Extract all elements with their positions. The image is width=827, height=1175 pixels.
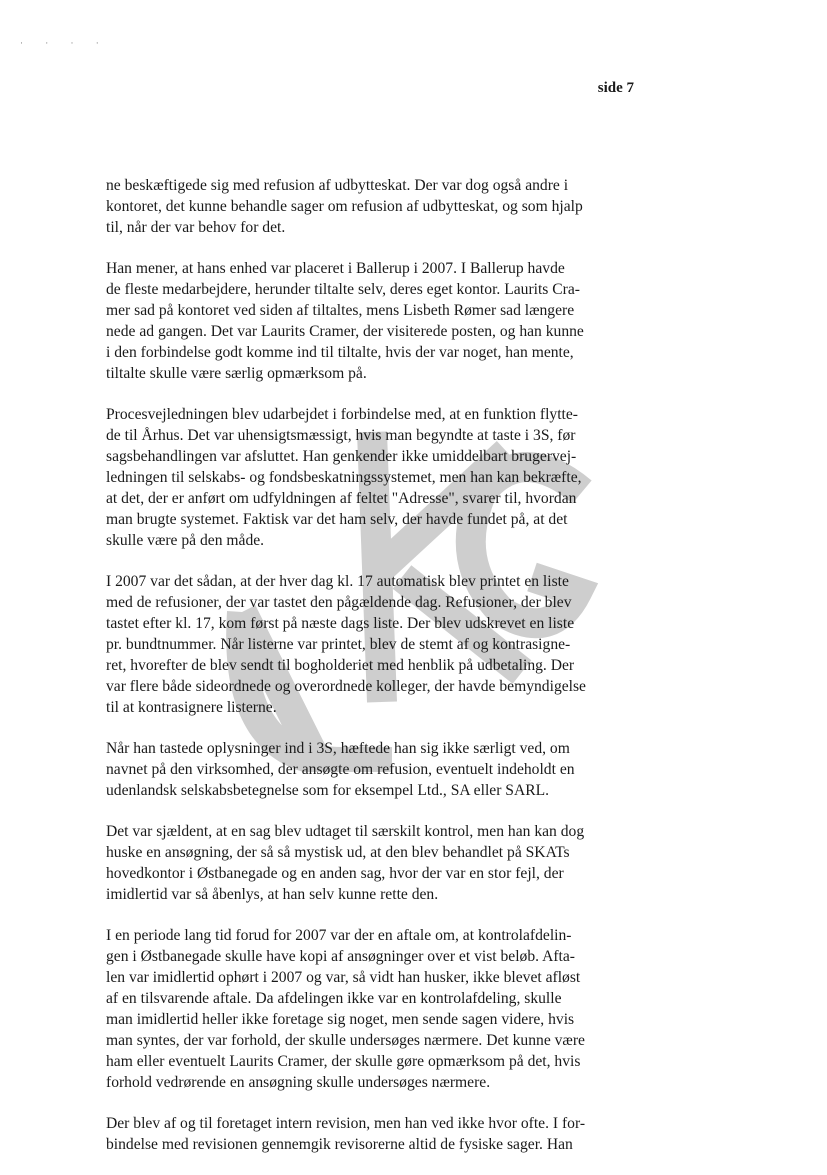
text-line: Der blev af og til foretaget intern revision, men han ved ikke hvor ofte. I for-	[106, 1115, 586, 1132]
text-line: sagsbehandlingen var afsluttet. Han genkender ikke umiddelbart brugervej-	[106, 448, 577, 465]
paragraph	[106, 258, 603, 384]
text-line: tastet efter kl. 17, kom først på næste dags liste. Der blev udskrevet en liste	[106, 615, 575, 632]
paragraph	[106, 925, 603, 1093]
text-line: man imidlertid heller ikke foretage sig noget, men sende sagen videre, hvis	[106, 1011, 575, 1028]
text-line: ledningen til selskabs- og fondsbeskatningssystemet, men han kan bekræfte,	[106, 469, 582, 486]
text-line: huske en ansøgning, der så så mystisk ud, at den blev behandlet på SKATs	[106, 844, 570, 861]
text-line: hovedkontor i Østbanegade og en anden sag, hvor der var en stor fejl, der	[106, 865, 564, 882]
body-text	[106, 175, 603, 1175]
text-line: navnet på den virksomhed, der ansøgte om refusion, eventuelt indeholdt en	[106, 761, 575, 778]
text-line: len var imidlertid ophørt i 2007 og var, så vidt han husker, ikke blevet afløst	[106, 969, 581, 986]
text-line: pr. bundtnummer. Når listerne var printet, blev de stemt af og kontrasigne-	[106, 636, 571, 653]
text-line: mer sad på kontoret ved siden af tiltaltes, mens Lisbeth Rømer sad længere	[106, 302, 575, 319]
text-line: skulle være på den måde.	[106, 532, 265, 549]
text-line: Det var sjældent, at en sag blev udtaget til særskilt kontrol, men han kan dog	[106, 823, 585, 840]
text-line: udenlandsk selskabsbetegnelse som for eksempel Ltd., SA eller SARL.	[106, 782, 550, 799]
text-line: ret, hvorefter de blev sendt til bogholderiet med henblik på udbetaling. Der	[106, 657, 575, 674]
text-line: til, når der var behov for det.	[106, 219, 286, 236]
scan-artifact-specks: · · · ·	[20, 38, 109, 48]
text-line: var flere både sideordnede og overordnede kolleger, der havde bemyndigelse	[106, 678, 586, 695]
text-line: gen i Østbanegade skulle have kopi af ansøgninger over et vist beløb. Afta-	[106, 948, 575, 965]
paragraph	[106, 571, 603, 718]
text-line: I 2007 var det sådan, at der hver dag kl. 17 automatisk blev printet en liste	[106, 573, 569, 590]
text-line: kontoret, det kunne behandle sager om refusion af udbytteskat, og som hjalp	[106, 198, 583, 215]
text-line: ham eller eventuelt Laurits Cramer, der skulle gøre opmærksom på det, hvis	[106, 1053, 581, 1070]
text-line: de fleste medarbejdere, herunder tiltalte selv, deres eget kontor. Laurits Cra-	[106, 281, 580, 298]
paragraph	[106, 738, 603, 801]
paragraph	[106, 404, 603, 551]
text-line: i den forbindelse godt komme ind til tiltalte, hvis der var noget, han mente,	[106, 344, 574, 361]
paragraph	[106, 1113, 603, 1155]
text-line: ne beskæftigede sig med refusion af udbytteskat. Der var dog også andre i	[106, 177, 569, 194]
text-line: at det, der er anført om udfyldningen af feltet "Adresse", svarer til, hvordan	[106, 490, 577, 507]
text-line: forhold vedrørende en ansøgning skulle undersøges nærmere.	[106, 1074, 491, 1091]
text-line: imidlertid var så åbenlys, at han selv kunne rette den.	[106, 886, 439, 903]
text-line: man syntes, der var forhold, der skulle undersøges nærmere. Det kunne være	[106, 1032, 585, 1049]
text-line: man brugte systemet. Faktisk var det ham selv, der havde fundet på, at det	[106, 511, 568, 528]
paragraph	[106, 821, 603, 905]
text-line: Han mener, at hans enhed var placeret i Ballerup i 2007. I Ballerup havde	[106, 260, 565, 277]
text-line: til at kontrasignere listerne.	[106, 699, 277, 716]
text-line: med de refusioner, der var tastet den pågældende dag. Refusioner, der blev	[106, 594, 572, 611]
text-line: tiltalte skulle være særlig opmærksom på.	[106, 365, 367, 382]
text-line: de til Århus. Det var uhensigtsmæssigt, hvis man begyndte at taste i 3S, før	[106, 427, 576, 444]
text-line: bindelse med revisionen gennemgik revisorerne altid de fysiske sager. Han	[106, 1136, 573, 1153]
paragraph	[106, 175, 603, 238]
text-line: I en periode lang tid forud for 2007 var der en aftale om, at kontrolafdelin-	[106, 927, 572, 944]
text-line: Når han tastede oplysninger ind i 3S, hæftede han sig ikke særligt ved, om	[106, 740, 570, 757]
text-line: Procesvejledningen blev udarbejdet i forbindelse med, at en funktion flytte-	[106, 406, 579, 423]
text-line: af en tilsvarende aftale. Da afdelingen ikke var en kontrolafdeling, skulle	[106, 990, 562, 1007]
page-number: side 7	[597, 80, 634, 96]
text-line: nede ad gangen. Det var Laurits Cramer, der visiterede posten, og han kunne	[106, 323, 584, 340]
